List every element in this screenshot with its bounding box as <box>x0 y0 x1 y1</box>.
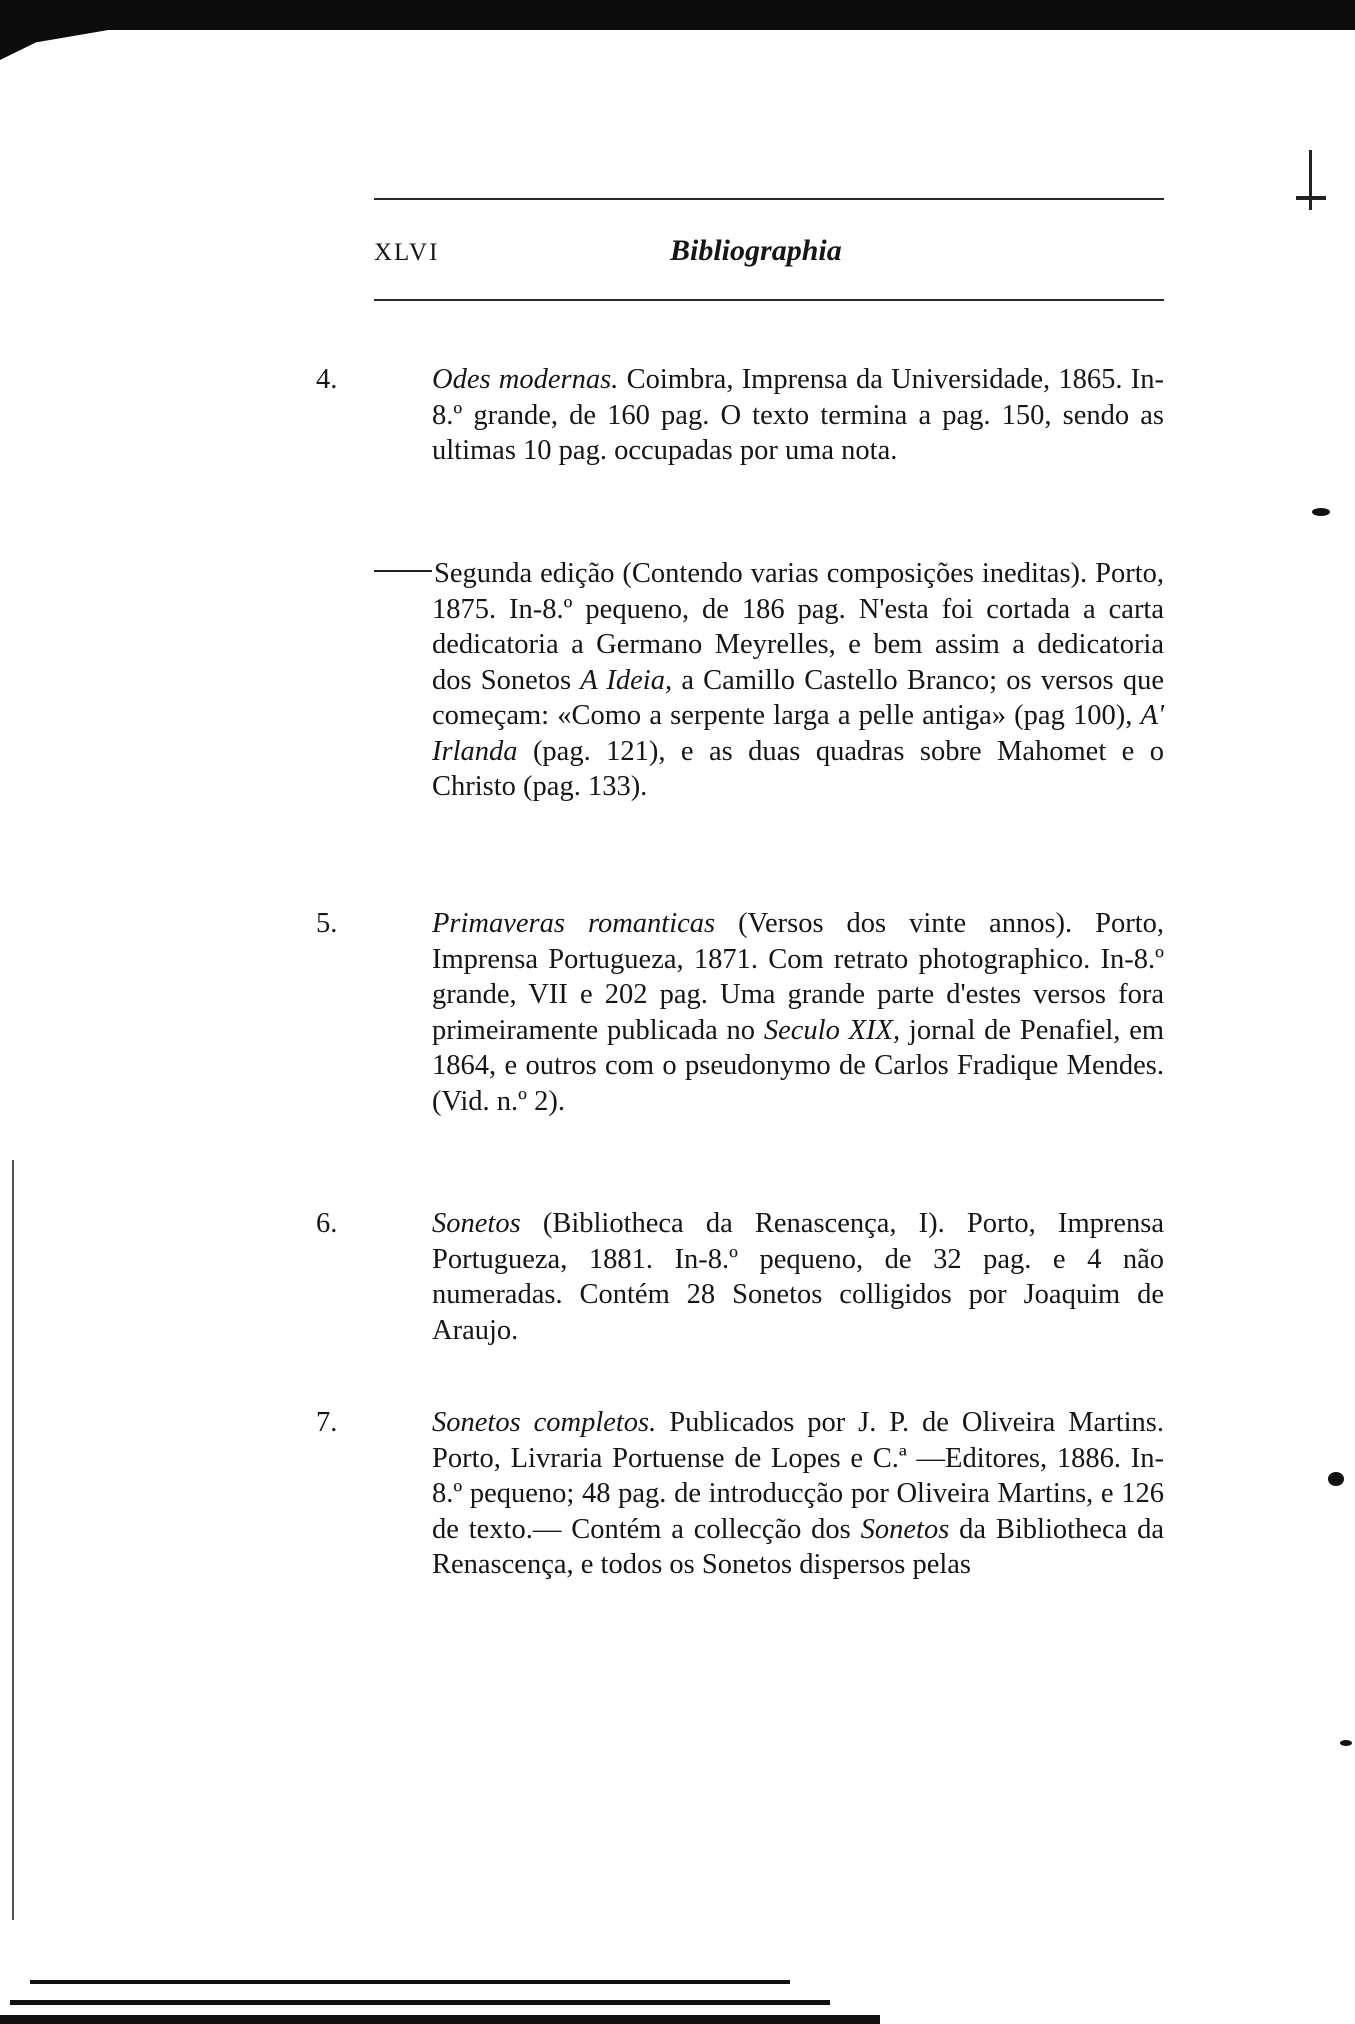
header-rule-top <box>374 198 1164 200</box>
scan-mark-vertical <box>1309 150 1312 210</box>
scan-border-bottom <box>10 2000 830 2005</box>
entry-text: (pag. 121), e as duas quadras sobre Mahomet e o Christo (pag. 133). <box>432 735 1164 802</box>
entry-text: Segunda edição (Contendo varias composições ineditas). Porto, 1875. In-8.º pequeno, de 186 pag. N'esta foi cortada a carta dedicatoria a Germano Meyrelles, e bem assim a dedicatoria dos Sonetos <box>432 558 1164 696</box>
entry-title: Sonetos <box>432 1208 521 1239</box>
scan-edge-line <box>12 1160 14 1920</box>
header-rule-bottom <box>374 299 1164 301</box>
scan-blot <box>1312 508 1330 516</box>
entry-title: A' Irlanda <box>432 700 1165 767</box>
scan-border-bottom <box>0 2015 880 2024</box>
bibliography-entry-4: 4. Odes modernas. Coimbra, Imprensa da Universidade, 1865. In-8.º grande, de 160 pag. O texto termina a pag. 150, sendo as ultimas 10 pag. occupadas por uma nota. <box>316 364 1164 466</box>
entry-text: Publicados por J. P. de Oliveira Martins. Porto, Livraria Portuense de Lopes e C.ª —Editores, 1886. In-8.º pequeno; 48 pag. de introducção por Oliveira Martins, e 126 de texto.— Contém a collecção dos <box>432 1407 1164 1545</box>
bibliography-entry-7: 7. Sonetos completos. Publicados por J. P. de Oliveira Martins. Porto, Livraria Portuense de Lopes e C.ª —Editores, 1886. In-8.º pequeno; 48 pag. de introducção por Oliveira Martins, e 126 de texto.— Contém a collecção dos Sonetos da Bibliotheca da Renascença, e todos os Sonetos dispersos pelas <box>316 1407 1164 1580</box>
em-dash-rule <box>374 570 432 572</box>
entry-text: (Bibliotheca da Renascença, I). Porto, Imprensa Portugueza, 1881. In-8.º pequeno, de 32 pag. e 4 não numeradas. Contém 28 Sonetos colligidos por Joaquim de Araujo. <box>432 1208 1164 1346</box>
scan-border-bottom <box>30 1980 790 1984</box>
scan-mark-horizontal <box>1296 196 1326 200</box>
entry-title: Seculo XIX, <box>763 1014 901 1046</box>
page-number: XLVI <box>374 239 440 266</box>
entry-title: Sonetos <box>860 1513 950 1545</box>
entry-text: (Versos dos vinte annos). Porto, Imprensa Portugueza, 1871. Com retrato photographico. In-8.º grande, VII e 202 pag. Uma grande parte d'estes versos fora primeiramente publicada no <box>432 908 1164 1046</box>
entry-text: a Camillo Castello Branco; os versos que começam: «Como a serpente larga a pelle antiga» (pag 100), <box>432 664 1165 731</box>
scan-blot <box>1328 1472 1344 1486</box>
scan-blot <box>1340 1740 1352 1746</box>
entry-title: Sonetos completos. <box>432 1407 657 1438</box>
scan-border-corner <box>0 28 120 60</box>
entry-text: jornal de Penafiel, em 1864, e outros com o pseudonymo de Carlos Fradique Mendes. (Vid. n.º 2). <box>432 1014 1165 1117</box>
bibliography-entry-5: 5. Primaveras romanticas (Versos dos vinte annos). Porto, Imprensa Portugueza, 1871. Com retrato photographico. In-8.º grande, VII e 202 pag. Uma grande parte d'estes versos fora primeiramente publicada no Seculo XIX, jornal de Penafiel, em 1864, e outros com o pseudonymo de Carlos Fradique Mendes. (Vid. n.º 2). <box>316 908 1165 1117</box>
running-title: Bibliographia <box>670 234 842 267</box>
entry-title: Primaveras romanticas <box>432 908 716 939</box>
bibliography-entry-4-second-edition <box>374 556 1164 805</box>
entry-text: Coimbra, Imprensa da Universidade, 1865. In-8.º grande, de 160 pag. O texto termina a pag. 150, sendo as ultimas 10 pag. occupadas por uma nota. <box>432 364 1164 466</box>
entry-text: da Bibliotheca da Renascença, e todos os Sonetos dispersos pelas <box>432 1513 1164 1580</box>
entry-title: Odes modernas. <box>432 364 619 395</box>
bibliography-entry-6: 6. Sonetos (Bibliotheca da Renascença, I). Porto, Imprensa Portugueza, 1881. In-8.º pequeno, de 32 pag. e 4 não numeradas. Contém 28 Sonetos colligidos por Joaquim de Araujo. <box>316 1208 1164 1346</box>
scan-border-top <box>0 0 1355 30</box>
entry-title: A Ideia, <box>580 664 673 696</box>
